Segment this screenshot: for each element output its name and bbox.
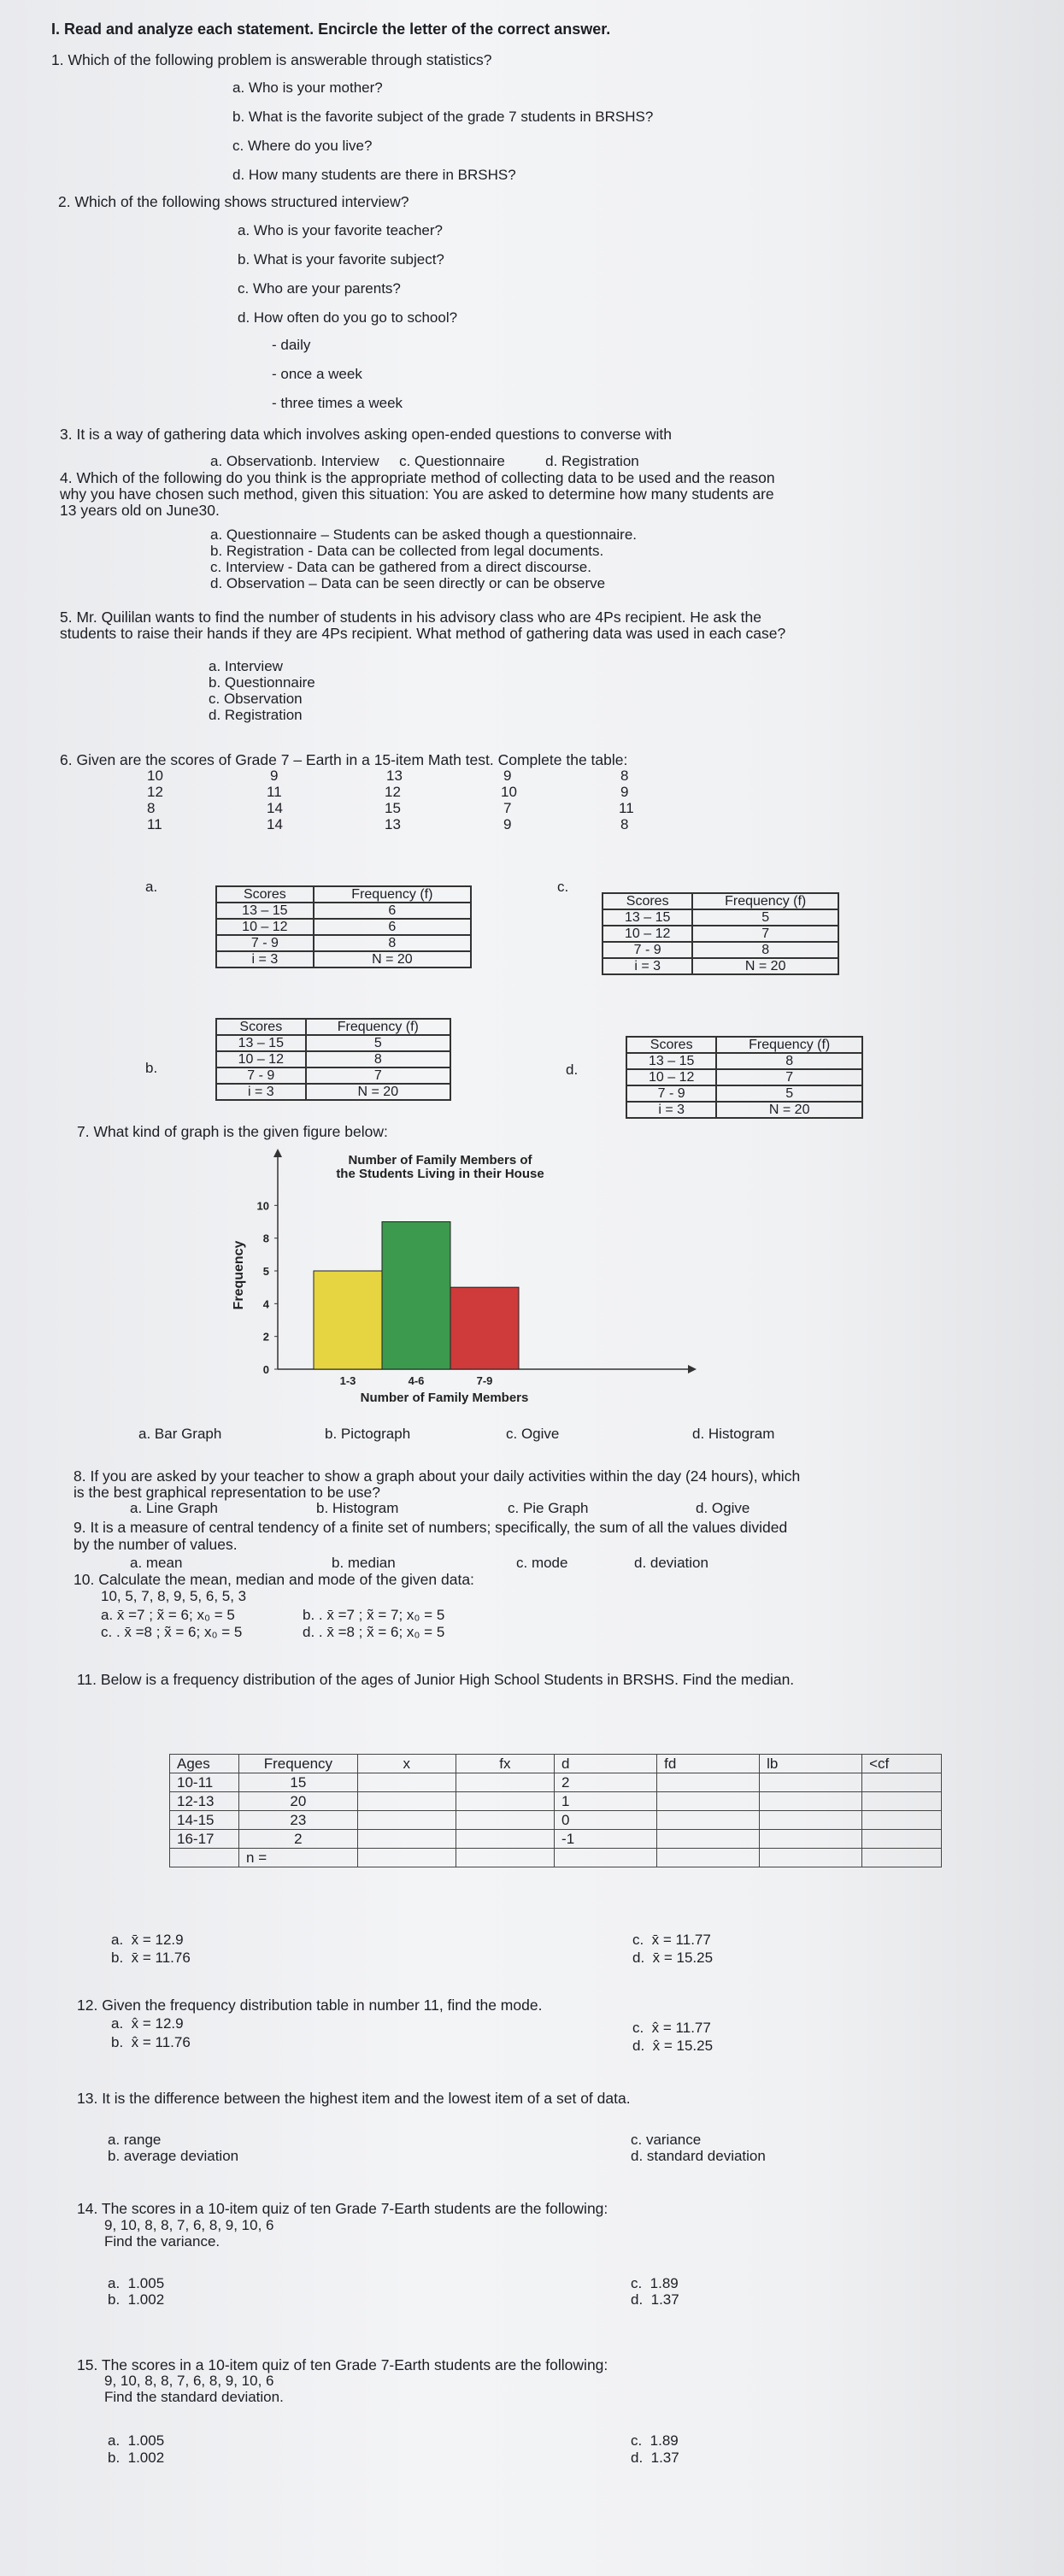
table-header: lb [760,1755,862,1773]
table-cell[interactable] [862,1830,942,1849]
score-cell: 12 [385,784,401,800]
q11-choice-b[interactable]: b. x̄ = 11.76 [111,1950,191,1966]
q5-choice-a[interactable]: a. Interview [209,658,283,674]
q15-data: 9, 10, 8, 8, 7, 6, 8, 9, 10, 6 [104,2373,274,2389]
q12-choice-c[interactable]: c. x̂ = 11.77 [632,2020,711,2036]
question-9-stem-line2: by the number of values. [73,1536,238,1553]
q14-choice-c[interactable]: c. 1.89 [631,2275,679,2291]
chart-title-line2: the Students Living in their House [336,1167,544,1181]
question-8-stem-line2: is the best graphical representation to be use? [73,1484,380,1501]
table-header: Frequency [239,1755,358,1773]
q9-choice-a[interactable]: a. mean [130,1555,183,1571]
table-cell[interactable] [357,1811,456,1830]
table-cell[interactable] [862,1792,942,1811]
q9-choice-d[interactable]: d. deviation [634,1555,708,1571]
q14-choice-a[interactable]: a. 1.005 [108,2275,165,2291]
question-5-stem-line1: 5. Mr. Quililan wants to find the number of students in his advisory class who are 4Ps recipient. He ask the [60,609,761,626]
q2-option-weekly: - once a week [272,366,362,382]
q5-choice-d[interactable]: d. Registration [209,707,303,723]
table-cell[interactable] [357,1792,456,1811]
table-cell[interactable] [657,1773,760,1792]
score-cell: 15 [385,800,401,816]
table-cell: i = 3 [603,958,692,974]
q11-choice-a[interactable]: a. x̄ = 12.9 [111,1932,184,1948]
q8-choice-c[interactable]: c. Pie Graph [508,1500,589,1516]
q12-choice-d[interactable]: d. x̂ = 15.25 [632,2038,714,2054]
question-10-stem: 10. Calculate the mean, median and mode of the given data: [73,1571,474,1588]
question-9-stem-line1: 9. It is a measure of central tendency of a finite set of numbers; specifically, the sum of all the values divided [73,1519,788,1536]
q1-choice-a[interactable]: a. Who is your mother? [232,79,383,96]
score-cell: 9 [503,768,512,784]
q13-choice-d[interactable]: d. standard deviation [631,2148,766,2164]
table-cell: 7 - 9 [603,942,692,958]
table-cell[interactable]: n = [239,1849,358,1867]
q12-choice-b[interactable]: b. x̂ = 11.76 [111,2034,191,2050]
table-cell[interactable] [657,1792,760,1811]
score-cell: 12 [147,784,163,800]
table-cell[interactable] [657,1811,760,1830]
score-cell: 10 [501,784,517,800]
q6-table-c [602,892,839,975]
table-cell[interactable] [760,1811,862,1830]
table-header: x [357,1755,456,1773]
table-cell: 8 [306,1051,450,1067]
table-cell[interactable] [357,1849,456,1867]
q3-choices[interactable]: a. Observationb. Interview c. Questionnaire d. Registration [210,453,639,469]
q6-label-a[interactable]: a. [145,879,158,895]
table-cell: 7 - 9 [216,935,314,951]
x-axis-label: Number of Family Members [360,1391,529,1405]
table-cell: 6 [314,903,471,919]
table-cell: N = 20 [716,1102,862,1118]
table-cell: 5 [306,1035,450,1051]
table-header: Frequency (f) [306,1019,450,1035]
q10-choice-a[interactable]: a. x̄ =7 ; x̃ = 6; x₀ = 5 [101,1607,235,1623]
table-cell: i = 3 [216,1084,306,1100]
q1-choice-d[interactable]: d. How many students are there in BRSHS? [232,167,516,183]
table-header: Scores [603,893,692,909]
q2-option-thrice: - three times a week [272,395,403,411]
table-cell: 14-15 [170,1811,239,1830]
table-header: Frequency (f) [692,893,838,909]
q15-choice-c[interactable]: c. 1.89 [631,2432,679,2449]
question-8-stem-line1: 8. If you are asked by your teacher to show a graph about your daily activities within the day (24 hours), which [73,1467,801,1485]
score-cell: 11 [619,800,634,816]
table-cell: 2 [239,1830,358,1849]
q13-choice-b[interactable]: b. average deviation [108,2148,239,2164]
q7-choice-d[interactable]: d. Histogram [692,1426,775,1442]
table-cell: N = 20 [692,958,838,974]
table-header: Ages [170,1755,239,1773]
bar-group [314,1222,519,1370]
q6-label-b[interactable]: b. [145,1060,158,1076]
question-5-stem-line2: students to raise their hands if they are 4Ps recipient. What method of gathering data was used in each case? [60,625,786,642]
score-cell: 11 [147,816,162,832]
q2-choice-c[interactable]: c. Who are your parents? [238,280,401,297]
question-7-stem: 7. What kind of graph is the given figure below: [77,1123,388,1140]
y-tick-label: 10 [256,1199,269,1213]
score-cell: 10 [147,768,163,784]
q4-choice-a[interactable]: a. Questionnaire – Students can be asked though a questionnaire. [210,526,638,543]
table-cell: N = 20 [306,1084,450,1100]
table-cell: 10 – 12 [603,926,692,942]
table-cell[interactable] [657,1830,760,1849]
table-header: fd [657,1755,760,1773]
y-tick-label: 0 [262,1363,269,1376]
q2-choice-d[interactable]: d. How often do you go to school? [238,309,458,326]
question-13-stem: 13. It is the difference between the highest item and the lowest item of a set of data. [77,2090,631,2107]
q6-label-c[interactable]: c. [557,879,569,895]
question-1-stem: 1. Which of the following problem is answerable through statistics? [51,51,492,68]
table-header: Frequency (f) [716,1037,862,1053]
table-cell: 5 [692,909,838,926]
table-header: Scores [216,886,314,903]
table-cell[interactable] [456,1773,554,1792]
q1-choice-c[interactable]: c. Where do you live? [232,138,373,154]
table-cell [170,1849,239,1867]
table-header: Scores [216,1019,306,1035]
table-cell: 7 - 9 [216,1067,306,1084]
q2-option-daily: - daily [272,337,311,353]
q5-choice-c[interactable]: c. Observation [209,691,303,707]
bar-1-3 [314,1271,382,1369]
table-cell: 8 [692,942,838,958]
x-tick-labels [340,1374,493,1387]
q11-choice-d[interactable]: d. x̄ = 15.25 [632,1950,714,1966]
q5-choice-b[interactable]: b. Questionnaire [209,674,315,691]
table-cell[interactable] [357,1773,456,1792]
table-cell: 13 – 15 [216,1035,306,1051]
question-4-stem-line1: 4. Which of the following do you think is the appropriate method of collecting data to be used and the reason [60,469,775,486]
table-cell: 13 – 15 [216,903,314,919]
table-cell: 15 [239,1773,358,1792]
table-cell: i = 3 [626,1102,716,1118]
q15-choice-a[interactable]: a. 1.005 [108,2432,165,2449]
table-cell: 10 – 12 [216,919,314,935]
q11-frequency-table [169,1754,942,1867]
table-cell: 7 [716,1069,862,1085]
table-cell: 2 [555,1773,657,1792]
instruction-heading: I. Read and analyze each statement. Encircle the letter of the correct answer. [51,21,611,38]
x-tick-label: 4-6 [408,1374,425,1387]
table-cell[interactable] [760,1792,862,1811]
score-cell: 9 [503,816,512,832]
table-cell[interactable] [760,1773,862,1792]
x-tick-label: 7-9 [476,1374,493,1387]
q6-table-d [626,1036,863,1119]
q14-choice-b[interactable]: b. 1.002 [108,2291,165,2308]
y-tick-labels [257,1199,278,1376]
q10-choice-d[interactable]: d. . x̄ =8 ; x̃ = 6; x₀ = 5 [303,1624,445,1640]
y-tick-label: 2 [262,1330,269,1344]
bar-4-6 [382,1222,450,1370]
q13-choice-a[interactable]: a. range [108,2132,162,2148]
score-cell: 9 [620,784,629,800]
q13-choice-c[interactable]: c. variance [631,2132,702,2148]
question-6-stem: 6. Given are the scores of Grade 7 – Earth in a 15-item Math test. Complete the table: [60,751,628,768]
y-tick-label: 4 [262,1297,269,1311]
table-cell: 10-11 [170,1773,239,1792]
table-cell: 10 – 12 [626,1069,716,1085]
y-tick-label: 8 [262,1232,269,1245]
table-cell[interactable] [760,1830,862,1849]
table-cell: 10 – 12 [216,1051,306,1067]
q11-choice-c[interactable]: c. x̄ = 11.77 [632,1932,711,1948]
q10-data: 10, 5, 7, 8, 9, 5, 6, 5, 3 [101,1588,247,1604]
q9-choice-b[interactable]: b. median [332,1555,396,1571]
table-header: Scores [626,1037,716,1053]
table-cell: 13 – 15 [626,1053,716,1069]
q4-choice-d[interactable]: d. Observation – Data can be seen directly or can be observe [210,575,606,591]
score-cell: 13 [385,816,401,832]
table-cell: 0 [555,1811,657,1830]
table-cell: 7 - 9 [626,1085,716,1102]
q14-data: 9, 10, 8, 8, 7, 6, 8, 9, 10, 6 [104,2217,274,2233]
table-cell[interactable] [657,1849,760,1867]
table-cell: 7 [692,926,838,942]
score-cell: 11 [267,784,282,800]
q14-ask: Find the variance. [104,2233,220,2250]
table-cell: 13 – 15 [603,909,692,926]
question-2-stem: 2. Which of the following shows structured interview? [58,193,409,210]
q9-choice-c[interactable]: c. mode [516,1555,568,1571]
score-cell: 7 [503,800,512,816]
score-cell: 8 [620,816,629,832]
question-14-stem: 14. The scores in a 10-item quiz of ten Grade 7-Earth students are the following: [77,2200,608,2217]
table-cell: 20 [239,1792,358,1811]
table-cell[interactable] [862,1773,942,1792]
table-cell[interactable] [862,1811,942,1830]
q4-choice-b[interactable]: b. Registration - Data can be collected from legal documents. [210,543,604,559]
q15-choice-b[interactable]: b. 1.002 [108,2450,165,2466]
table-header: fx [456,1755,554,1773]
q15-ask: Find the standard deviation. [104,2389,284,2405]
q14-choice-d[interactable]: d. 1.37 [631,2291,679,2308]
question-11-stem: 11. Below is a frequency distribution of the ages of Junior High School Students in BRSHS. Find the median. [77,1671,795,1688]
q7-choice-b[interactable]: b. Pictograph [325,1426,411,1442]
q10-choice-b[interactable]: b. . x̄ =7 ; x̃ = 7; x₀ = 5 [303,1607,445,1623]
q7-choice-a[interactable]: a. Bar Graph [138,1426,222,1442]
score-cell: 13 [386,768,403,784]
q8-choice-a[interactable]: a. Line Graph [130,1500,219,1516]
q15-choice-d[interactable]: d. 1.37 [631,2450,679,2466]
table-cell[interactable] [456,1811,554,1830]
table-cell: 6 [314,919,471,935]
question-15-stem: 15. The scores in a 10-item quiz of ten Grade 7-Earth students are the following: [77,2356,608,2373]
question-4-stem-line2: why you have chosen such method, given this situation: You are asked to determine how many students are [60,485,774,503]
q6-table-b [215,1018,451,1101]
q7-choice-c[interactable]: c. Ogive [506,1426,560,1442]
table-cell: 12-13 [170,1792,239,1811]
x-tick-label: 1-3 [339,1374,356,1387]
table-cell: 7 [306,1067,450,1084]
bar-7-9 [450,1287,519,1369]
score-cell: 8 [620,768,629,784]
table-cell: 23 [239,1811,358,1830]
table-cell[interactable] [862,1849,942,1867]
table-cell: -1 [555,1830,657,1849]
score-cell: 9 [270,768,279,784]
y-axis-arrow-icon [273,1149,282,1157]
q12-choice-a[interactable]: a. x̂ = 12.9 [111,2015,184,2032]
y-tick-label: 5 [262,1265,269,1278]
question-3-stem: 3. It is a way of gathering data which involves asking open-ended questions to converse with [60,426,672,443]
table-header: d [555,1755,657,1773]
table-header: Frequency (f) [314,886,471,903]
question-12-stem: 12. Given the frequency distribution table in number 11, find the mode. [77,1997,543,2014]
family-members-chart [222,1145,701,1417]
q10-choice-c[interactable]: c. . x̄ =8 ; x̃ = 6; x₀ = 5 [101,1624,243,1640]
table-cell[interactable] [456,1792,554,1811]
q1-choice-b[interactable]: b. What is the favorite subject of the grade 7 students in BRSHS? [232,109,654,125]
table-cell[interactable] [456,1849,554,1867]
q4-choice-c[interactable]: c. Interview - Data can be gathered from a direct discourse. [210,559,591,575]
table-cell: 8 [716,1053,862,1069]
table-cell: N = 20 [314,951,471,967]
q6-label-d[interactable]: d. [566,1062,579,1078]
table-cell: 1 [555,1792,657,1811]
table-cell[interactable] [456,1830,554,1849]
table-cell: 8 [314,935,471,951]
q8-choice-d[interactable]: d. Ogive [696,1500,750,1516]
table-cell[interactable] [555,1849,657,1867]
question-4-stem-line3: 13 years old on June30. [60,502,220,519]
y-axis-label: Frequency [232,1240,246,1310]
q6-table-a [215,885,472,968]
score-cell: 8 [147,800,156,816]
chart-title-line1: Number of Family Members of [348,1153,532,1167]
q2-choice-a[interactable]: a. Who is your favorite teacher? [238,222,444,238]
q2-choice-b[interactable]: b. What is your favorite subject? [238,251,444,268]
table-cell: 5 [716,1085,862,1102]
table-cell: 16-17 [170,1830,239,1849]
table-cell[interactable] [357,1830,456,1849]
table-header: <cf [862,1755,942,1773]
score-cell: 14 [267,816,283,832]
score-cell: 14 [267,800,283,816]
table-cell: i = 3 [216,951,314,967]
x-axis-arrow-icon [688,1365,697,1373]
q8-choice-b[interactable]: b. Histogram [316,1500,399,1516]
table-cell[interactable] [760,1849,862,1867]
